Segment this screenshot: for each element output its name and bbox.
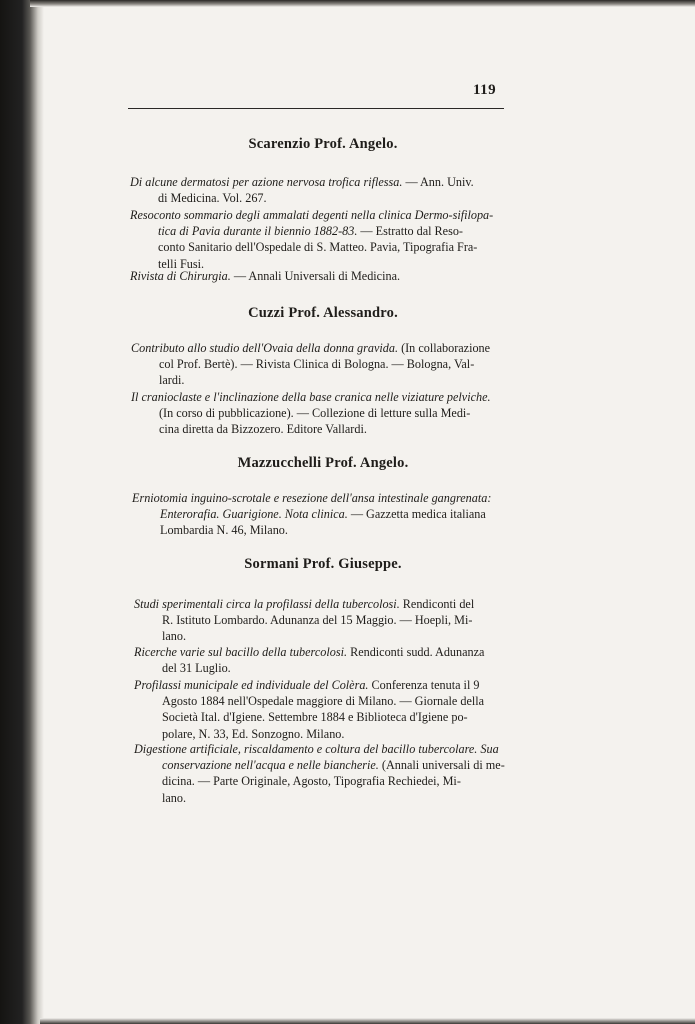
section-heading-cuzzi: Cuzzi Prof. Alessandro. [248,305,398,321]
bibliography-entry: Digestione artificiale, riscaldamento e coltura del bacillo tubercolare. Sua conservazione nell'acqua e nelle biancherie. (Annali universali di me- dicina. — Parte Originale, Agosto, Tipografia Rechiedei, Mi- lano. [134,742,505,805]
section-heading-mazzucchelli: Mazzucchelli Prof. Angelo. [237,455,409,471]
section-heading-scarenzio: Scarenzio Prof. Angelo. [248,136,398,152]
page-bottom-edge [40,1018,695,1024]
bibliography-entry: Studi sperimentali circa la profilassi della tubercolosi. Rendiconti del R. Istituto Lombardo. Adunanza del 15 Maggio. — Hoepli, Mi- lano. [134,597,475,644]
bibliography-entry: Rivista di Chirurgia. — Annali Universali di Medicina. [130,269,401,283]
header-rule [128,108,504,109]
bibliography-entry: Profilassi municipale ed individuale del Colèra. Conferenza tenuta il 9 Agosto 1884 nell'Ospedale maggiore di Milano. — Giornale della Società Ital. d'Igiene. Settembre 1884 e Biblioteca d'Igiene po- polare, N. 33, Ed. Sonzogno. Milano. [134,678,485,741]
bibliography-entry: Di alcune dermatosi per azione nervosa trofica riflessa. — Ann. Univ. di Medicina. Vol. 267. [130,175,474,206]
section-heading-sormani: Sormani Prof. Giuseppe. [244,556,402,572]
page-top-edge [30,0,695,7]
bibliography-entry: Erniotomia inguino-scrotale e resezione dell'ansa intestinale gangrenata: Enterorafia. Guarigione. Nota clinica. — Gazzetta medica italiana Lombardia N. 46, Milano. [132,491,492,538]
bibliography-entry: Contributo allo studio dell'Ovaia della donna gravida. (In collaborazione col Prof. Bertè). — Rivista Clinica di Bologna. — Bologna, Val- lardi. [131,341,491,388]
bibliography-entry: Il cranioclaste e l'inclinazione della base cranica nelle viziature pelviche. (In corso di pubblicazione). — Collezione di letture sulla Medi- cina diretta da Bizzozero. Editore Vallardi. [131,390,491,437]
bibliography-entry: Resoconto sommario degli ammalati degenti nella clinica Dermo-sifilopa- tica di Pavia durante il biennio 1882-83. — Estratto dal Reso- conto Sanitario dell'Ospedale di S. Matteo. Pavia, Tipografia Fra- telli Fusi. [130,208,494,271]
binding-gutter [0,0,44,1024]
bibliography-entry: Ricerche varie sul bacillo della tubercolosi. Rendiconti sudd. Adunanza del 31 Luglio. [134,645,485,676]
page-number: 119 [473,82,497,98]
